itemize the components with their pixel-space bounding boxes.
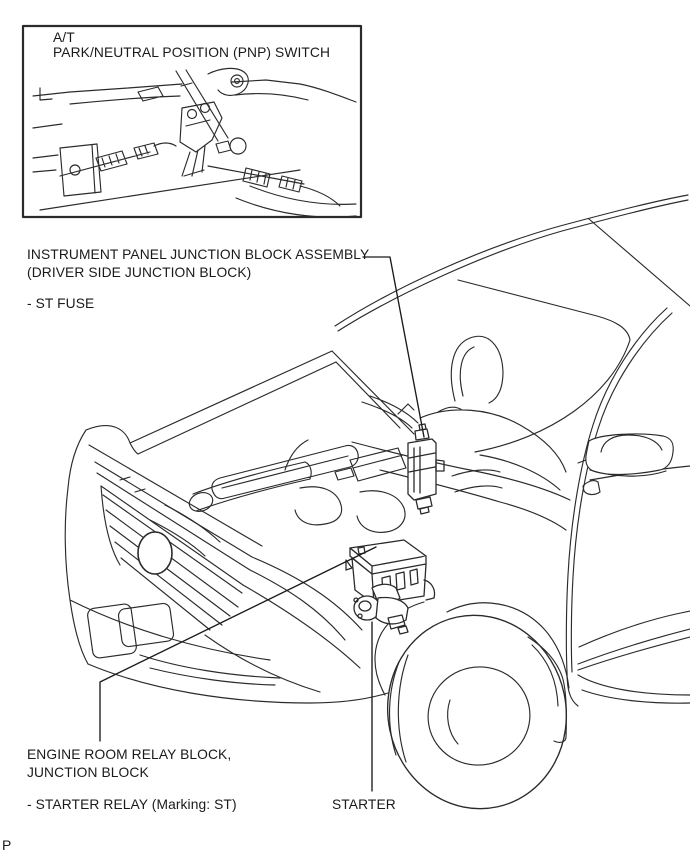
tire-sidewall-arcs: [390, 655, 408, 762]
inset-right-control-cable: [208, 166, 340, 206]
callout-errb-line2: JUNCTION BLOCK: [27, 765, 149, 780]
inset-title-transmission-type: A/T: [53, 30, 75, 45]
bumper-recess-right: [118, 603, 175, 648]
callout-ipjb-st-fuse: - ST FUSE: [27, 296, 95, 311]
cowl-and-wiper: [332, 351, 418, 434]
grille-outline-and-slats: [101, 486, 320, 692]
callout-errb-line1: ENGINE ROOM RELAY BLOCK,: [27, 747, 232, 762]
side-mirror: [586, 434, 673, 475]
windshield-glass: [458, 280, 630, 452]
inset-lever-eyelet: [230, 138, 246, 154]
inset-bracket-hole: [70, 165, 80, 175]
callout-ipjb-line1: INSTRUMENT PANEL JUNCTION BLOCK ASSEMBLY: [27, 247, 370, 262]
inset-title-pnp-switch: PARK/NEUTRAL POSITION (PNP) SWITCH: [53, 45, 331, 60]
front-tire: [370, 599, 584, 826]
toyota-emblem: [138, 532, 172, 574]
callout-starter-label: STARTER: [332, 797, 396, 812]
inset-switch-bolt-right: [201, 104, 210, 113]
inset-frame-rails: [33, 80, 356, 172]
intake-tube-end: [187, 489, 216, 514]
callout-ipjb-line2: (DRIVER SIDE JUNCTION BLOCK): [27, 265, 252, 280]
roof-line: [335, 195, 690, 331]
wheel-hub-arc: [448, 700, 458, 744]
door-and-rocker-lines: [578, 466, 690, 703]
starter-bolt-1: [354, 598, 358, 602]
open-hood-edge: [68, 351, 336, 488]
callout-errb-starter-relay: - STARTER RELAY (Marking: ST): [27, 797, 237, 812]
junction-block-component: [408, 424, 444, 514]
front-bumper: [65, 488, 388, 703]
inset-switch-bolt-left: [188, 110, 197, 119]
leader-line-junction-block: [363, 257, 424, 437]
inset-shift-cable-strut: [176, 70, 228, 141]
leader-line-relay-block: [100, 547, 376, 741]
inset-crank-pivot-hole: [235, 79, 240, 84]
inset-left-control-cable: [60, 143, 176, 176]
page-marker: P: [2, 837, 12, 853]
wheel-rim: [419, 657, 539, 774]
interior-seats-through-glass: [352, 336, 662, 530]
